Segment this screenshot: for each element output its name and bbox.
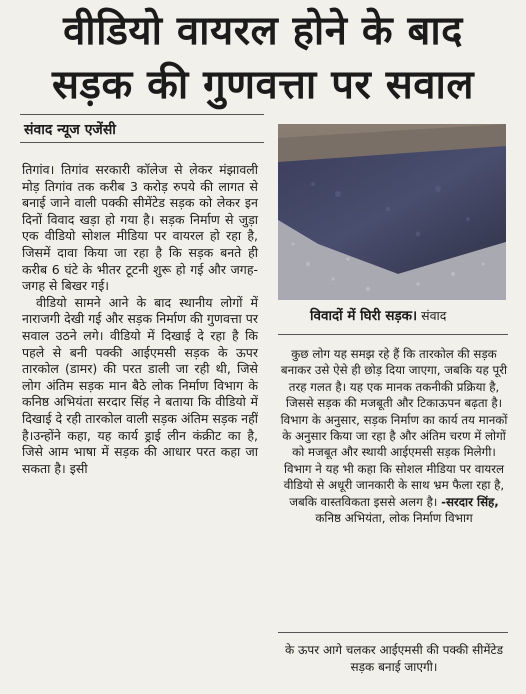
photo-caption-text: विवादों में घिरी सड़क। [310,308,418,324]
signature-title: कनिष्ठ अभियंता, लोक निर्माण विभाग [315,511,473,526]
left-paragraph-1: तिगांव। तिगांव सरकारी कॉलेज से लेकर मंझावली मोड़ तिगांव तक करीब 3 करोड़ रुपये की लागत से बनाई जाने वाली पक्की सीमेंटेड सड़क को लेकर इन दिनों विवाद खड़ा हो गया है। सड़क निर्माण से जुड़ा एक वीडियो सोशल मीडिया पर वायरल हो रहा है, जिसमें दावा किया जा रहा है कि सड़क बनते ही करीब 6 घंटे के भीतर टूटनी शुरू हो गई और जगह-जगह से बिखर गई। [22,162,258,294]
headline [0,4,526,112]
right-paragraph-1: कुछ लोग यह समझ रहे हैं कि तारकोल की सड़क बनाकर उसे ऐसे ही छोड़ दिया जाएगा, जबकि यह पूरी तरह गलत है। यह एक मानक तकनीकी प्रक्रिया है, जिससे सड़क की मजबूती और टिकाऊपन बढ़ता है। विभाग के अनुसार, सड़क निर्माण का कार्य तय मानकों के अनुसार किया जा रहा है और अंतिम चरण में लोगों को मजबूत और स्थायी आईएमसी सड़क मिलेगी। [280,347,508,460]
right-column [280,346,508,526]
caption-rule [278,334,508,335]
byline: संवाद न्यूज एजेंसी [24,122,116,138]
byline-rule [20,114,264,115]
photo-caption [310,306,446,324]
headline-line-1: वीडियो वायरल होने के बाद [63,8,463,54]
tail-rule [278,632,508,633]
headline-line-2: सड़क की गुणवत्ता पर सवाल [52,62,474,108]
road-photo [278,124,506,300]
byline-bottom-rule [20,142,264,143]
signature-name: -सरदार सिंह, [441,494,499,509]
left-column [22,162,258,477]
photo-caption-credit: संवाद [421,308,447,323]
right-paragraph-2: विभाग ने यह भी कहा कि सोशल मीडिया पर वायरल वीडियो से अधूरी जानकारी के साथ भ्रम फैला रहा है, जबकि वास्तविकता इससे अलग है। [283,461,505,509]
road-photo-image [278,124,506,300]
continuation-text: के ऊपर आगे चलकर आईएमसी की पक्की सीमेंटेड सड़क बनाई जाएगी। [284,643,504,674]
left-paragraph-2: वीडियो सामने आने के बाद स्थानीय लोगों में नाराजगी देखी गई और सड़क निर्माण की गुणवत्ता पर सवाल उठने लगे। वीडियो में दिखाई दे रहा है कि पहले से बनी पक्की आईएमसी सड़क के ऊपर तारकोल (डामर) की परत डाली जा रही थी, जिसे लोग अंतिम सड़क मान बैठे लोक निर्माण विभाग के कनिष्ठ अभियंता सरदार सिंह ने बताया कि वीडियो में दिखाई दे रही तारकोल वाली सड़क अंतिम सड़क नहीं है।उन्होंने कहा, यह कार्य ड्राई लीन कंक्रीट का है, जिसे आम भाषा में सड़क की आधार परत कहा जा सकता है। इसी [22,294,258,476]
